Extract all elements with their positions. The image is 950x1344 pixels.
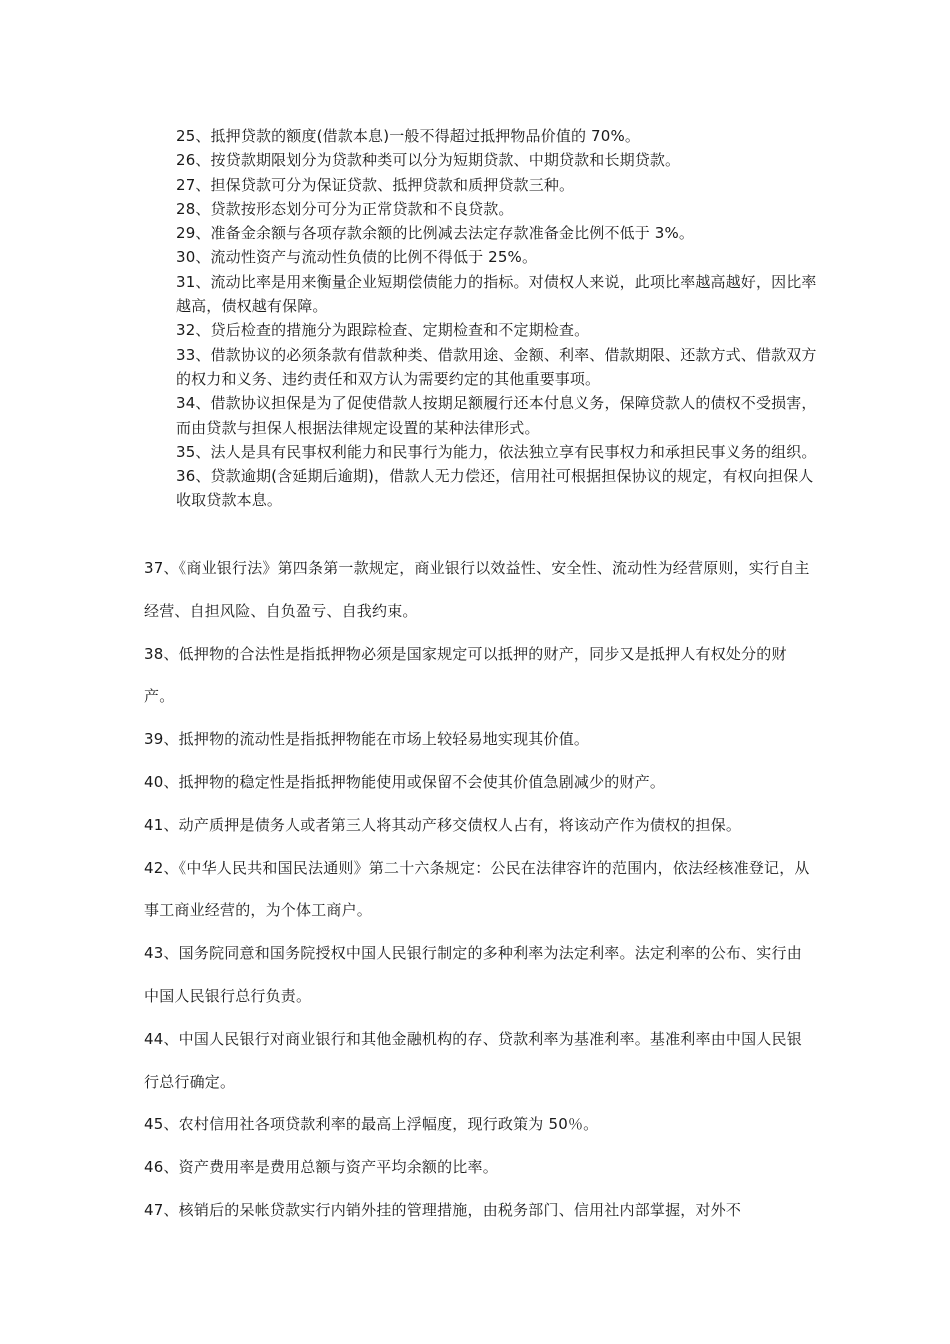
list-item: 29、准备金余额与各项存款余额的比例减去法定存款准备金比例不低于 3%。 (176, 224, 695, 243)
list-item: 28、贷款按形态划分可分为正常贷款和不良贷款。 (176, 199, 514, 218)
list-item: 36、贷款逾期(含延期后逾期)，借款人无力偿还，信用社可根据担保协议的规定，有权向担保人收取贷款本息。 (176, 467, 814, 510)
list-item: 37、《商业银行法》第四条第一款规定，商业银行以效益性、安全性、流动性为经营原则，实行自主经营、自担风险、自负盈亏、自我约束。 (144, 559, 810, 620)
list-item: 38、低押物的合法性是指抵押物必须是国家规定可以抵押的财产，同步又是抵押人有权处分的财产。 (144, 644, 787, 706)
list-item: 42、《中华人民共和国民法通则》第二十六条规定：公民在法律容许的范围内，依法经核准登记，从事工商业经营的，为个体工商户。 (144, 858, 810, 920)
list-item: 33、借款协议的必须条款有借款种类、借款用途、金额、利率、借款期限、还款方式、借款双方的权力和义务、违约责任和双方认为需要约定的其他重要事项。 (176, 345, 817, 388)
list-item: 32、贷后检查的措施分为跟踪检查、定期检查和不定期检查。 (176, 321, 590, 340)
list-item: 39、抵押物的流动性是指抵押物能在市场上较轻易地实现其价值。 (144, 730, 590, 749)
list-item: 31、流动比率是用来衡量企业短期偿债能力的指标。对债权人来说，此项比率越高越好，因比率越高，债权越有保障。 (176, 272, 817, 316)
double-spaced-item-list (144, 547, 816, 1232)
list-item: 43、国务院同意和国务院授权中国人民银行制定的多种利率为法定利率。法定利率的公布、实行由中国人民银行总行负责。 (144, 944, 802, 1005)
list-item: 41、动产质押是债务人或者第三人将其动产移交债权人占有，将该动产作为债权的担保。 (144, 815, 742, 834)
indented-item-list (176, 124, 826, 513)
list-item: 27、担保贷款可分为保证贷款、抵押贷款和质押贷款三种。 (176, 175, 575, 194)
list-item: 35、法人是具有民事权利能力和民事行为能力，依法独立享有民事权力和承担民事义务的组织。 (176, 442, 817, 461)
list-item: 44、中国人民银行对商业银行和其他金融机构的存、贷款利率为基准利率。基准利率由中国人民银行总行确定。 (144, 1029, 802, 1091)
list-item: 26、按贷款期限划分为贷款种类可以分为短期贷款、中期贷款和长期贷款。 (176, 151, 681, 170)
list-item: 25、抵押贷款的额度(借款本息)一般不得超过抵押物品价值的 70%。 (176, 127, 641, 145)
list-item: 34、借款协议担保是为了促使借款人按期足额履行还本付息义务，保障贷款人的债权不受损害，而由贷款与担保人根据法律规定设置的某种法律形式。 (176, 394, 817, 437)
list-item: 47、核销后的呆帐贷款实行内销外挂的管理措施，由税务部门、信用社内部掌握，对外不 (144, 1200, 742, 1219)
list-item: 45、农村信用社各项贷款利率的最高上浮幅度，现行政策为 50％。 (144, 1115, 599, 1134)
list-item: 40、抵押物的稳定性是指抵押物能使用或保留不会使其价值急剧减少的财产。 (144, 772, 666, 791)
list-item: 46、资产费用率是费用总额与资产平均余额的比率。 (144, 1158, 498, 1177)
list-item: 30、流动性资产与流动性负债的比例不得低于 25%。 (176, 248, 538, 267)
